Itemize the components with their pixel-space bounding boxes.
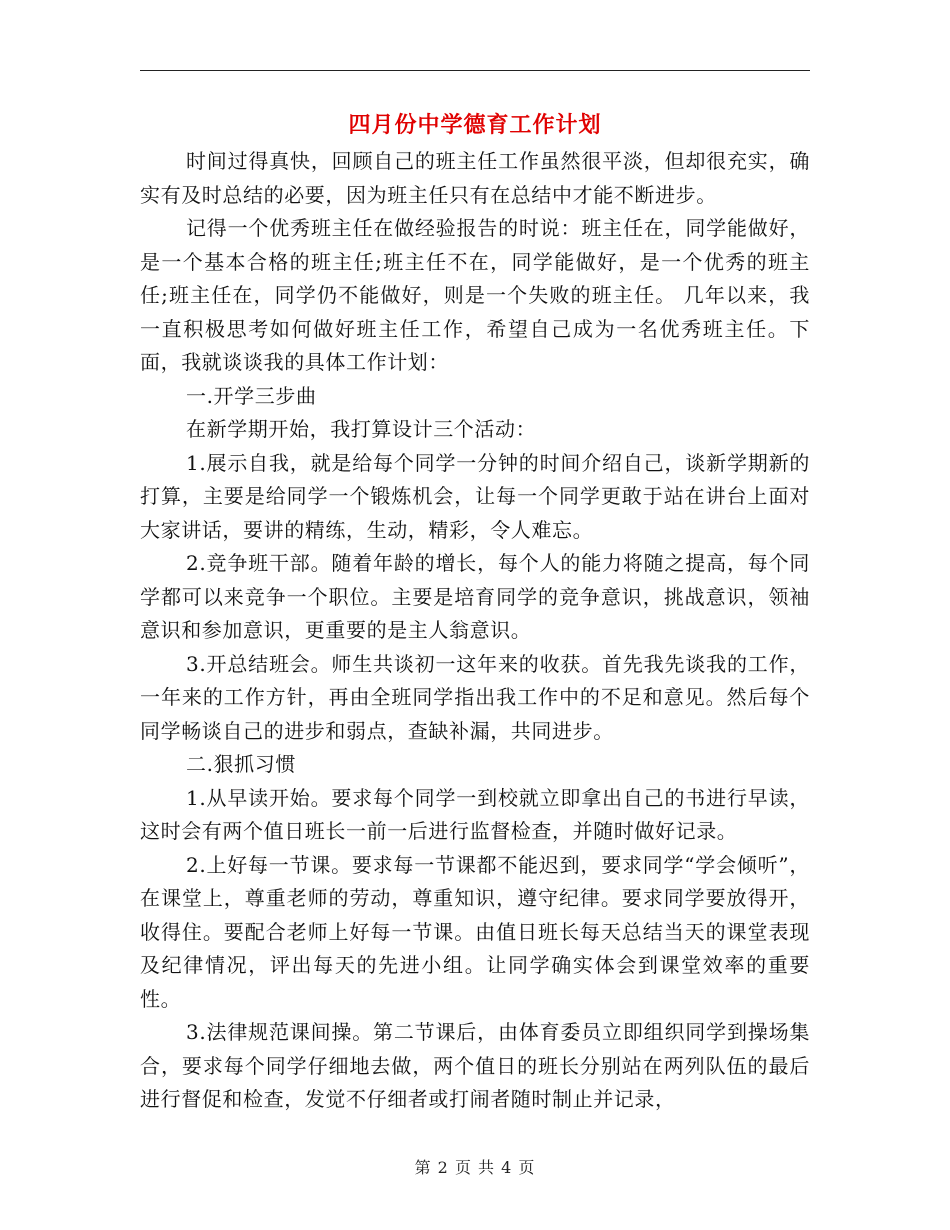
list-item: 2.上好每一节课。要求每一节课都不能迟到，要求同学“学会倾听”，在课堂上，尊重老师的劳动，尊重知识，遵守纪律。要求同学要放得开，收得住。要配合老师上好每一节课。由值日班长每天总结当天的课堂表现及纪律情况，评出每天的先进小组。让同学确实体会到课堂效率的重要性。	[140, 852, 810, 1011]
document-body	[140, 145, 810, 1117]
paragraph-quote: 记得一个优秀班主任在做经验报告的时说：班主任在，同学能做好，是一个基本合格的班主任;班主任不在，同学能做好，是一个优秀的班主任;班主任在，同学仍不能做好，则是一个失败的班主任。 几年以来，我一直积极思考如何做好班主任工作，希望自己成为一名优秀班主任。下面，我就谈谈我的具体工作计划：	[140, 216, 810, 374]
list-item: 2.竞争班干部。随着年龄的增长，每个人的能力将随之提高，每个同学都可以来竞争一个职位。主要是培育同学的竞争意识，挑战意识，领袖意识和参加意识，更重要的是主人翁意识。	[140, 551, 810, 642]
list-item: 1.展示自我，就是给每个同学一分钟的时间介绍自己，谈新学期新的打算，主要是给同学一个锻炼机会，让每一个同学更敢于站在讲台上面对大家讲话，要讲的精练，生动，精彩，令人难忘。	[140, 450, 810, 542]
section-heading-2: 二.狠抓习惯	[186, 752, 296, 776]
paragraph-intro: 时间过得真快，回顾自己的班主任工作虽然很平淡，但却很充实，确实有及时总结的必要，因为班主任只有在总结中才能不断进步。	[140, 149, 810, 207]
list-item: 1.从早读开始。要求每个同学一到校就立即拿出自己的书进行早读，这时会有两个值日班长一前一后进行监督检查，并随时做好记录。	[140, 785, 810, 843]
section-heading-1: 一.开学三步曲	[186, 383, 317, 408]
page-number: 第 2 页 共 4 页	[414, 1158, 536, 1177]
paragraph: 在新学期开始，我打算设计三个活动：	[186, 417, 537, 441]
document-title: 四月份中学德育工作计划	[348, 113, 602, 138]
header-rule	[140, 70, 810, 71]
list-item: 3.开总结班会。师生共谈初一这年来的收获。首先我先谈我的工作，一年来的工作方针，再由全班同学指出我工作中的不足和意见。然后每个同学畅谈自己的进步和弱点，查缺补漏，共同进步。	[140, 651, 810, 743]
list-item: 3.法律规范课间操。第二节课后，由体育委员立即组织同学到操场集合，要求每个同学仔细地去做，两个值日的班长分别站在两列队伍的最后进行督促和检查，发觉不仔细者或打闹者随时制止并记录，	[140, 1020, 810, 1111]
